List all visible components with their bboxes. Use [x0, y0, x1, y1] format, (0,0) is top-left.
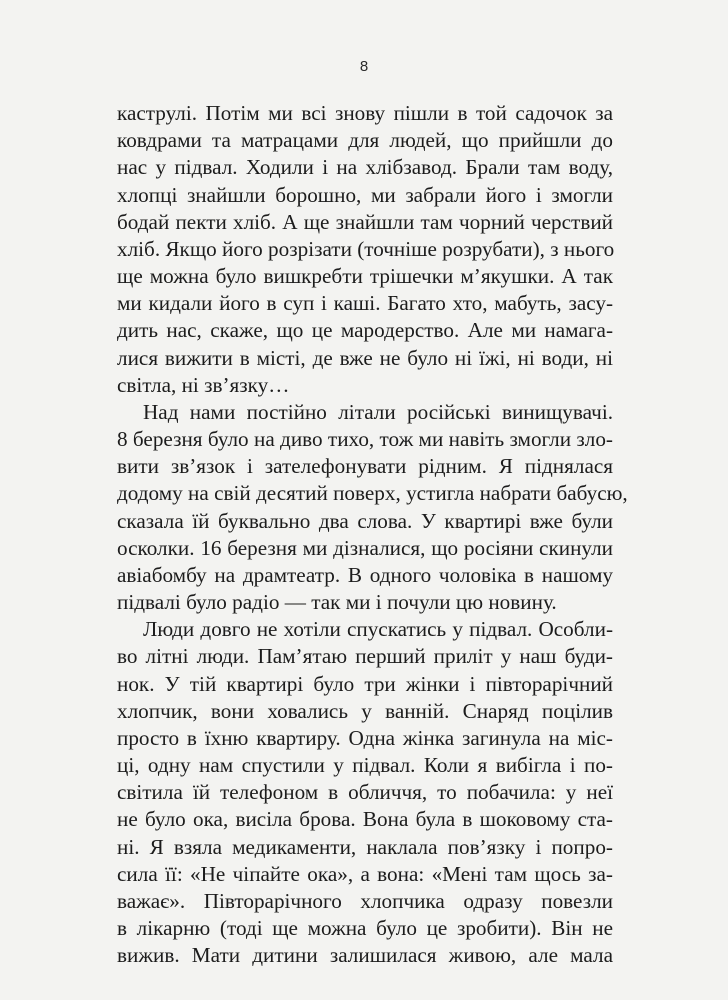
body-text	[117, 100, 628, 970]
text-line: в лікарню (тоді ще можна було це зробити). Він не	[117, 916, 613, 941]
text-line: важає». Півторарічного хлопчика одразу повезли	[117, 888, 613, 913]
page-number: 8	[359, 58, 369, 75]
text-line: во літні люди. Пам’ятаю перший приліт у наш буди-	[117, 644, 613, 669]
text-line: світла, ні зв’язку…	[117, 372, 290, 397]
text-line: нок. У тій квартирі було три жінки і півторарічний	[117, 671, 613, 696]
text-line: сказала їй буквально два слова. У квартирі вже були	[117, 508, 613, 533]
text-line: каструлі. Потім ми всі знову пішли в той садочок за	[117, 101, 613, 125]
text-line: хлопці знайшли борошно, ми забрали його і змогли	[117, 182, 613, 207]
text-line: сила її: «Не чіпайте ока», а вона: «Мені там щось за-	[117, 861, 613, 886]
text-line: додому на свій десятий поверх, устигла набрати бабусю,	[117, 481, 628, 506]
text-line: не було ока, висіла брова. Вона була в шоковому ста-	[117, 807, 613, 832]
text-line: бодай пекти хліб. А ще знайшли там чорний черствий	[117, 209, 613, 234]
text-line: Над нами постійно літали російські винищувачі.	[143, 399, 613, 424]
text-line: ці, одну нам спустили у підвал. Коли я вибігла і по-	[117, 753, 613, 778]
text-line: ми кидали його в суп і каші. Багато хто, мабуть, засу-	[117, 291, 613, 316]
text-line: осколки. 16 березня ми дізналися, що росіяни скинули	[117, 535, 613, 560]
text-line: підвалі було радіо — так ми і почули цю новину.	[117, 590, 557, 615]
text-line: хлопчик, вони ховались у ванній. Снаряд поцілив	[117, 698, 613, 723]
text-line: нас у підвал. Ходили і на хлібзавод. Брали там воду,	[117, 155, 613, 180]
text-line: вижив. Мати дитини залишилася живою, але мала	[117, 943, 613, 968]
text-line: ні. Я взяла медикаменти, наклала пов’язку і попро-	[117, 834, 613, 859]
text-line: Люди довго не хотіли спускатись у підвал. Особли-	[143, 617, 613, 642]
text-line: лися вижити в місті, де вже не було ні їжі, ні води, ні	[117, 345, 613, 370]
text-line: хліб. Якщо його розрізати (точніше розрубати), з нього	[117, 236, 615, 261]
text-line: авіабомбу на драмтеатр. В одного чоловіка в нашому	[117, 562, 613, 587]
text-line: ковдрами та матрацами для людей, що прийшли до	[117, 128, 613, 153]
text-line: дить нас, скаже, що це мародерство. Але ми намага-	[117, 318, 613, 343]
text-line: світила їй телефоном в обличчя, то побачила: у неї	[117, 780, 613, 805]
text-line: просто в їхню квартиру. Одна жінка загинула на міс-	[117, 725, 613, 750]
text-line: 8 березня було на диво тихо, тож ми навіть змогли зло-	[117, 427, 613, 452]
text-line: ще можна було вишкребти трішечки м’якушки. А так	[117, 264, 613, 289]
text-line: вити зв’язок і зателефонувати рідним. Я піднялася	[117, 454, 613, 479]
